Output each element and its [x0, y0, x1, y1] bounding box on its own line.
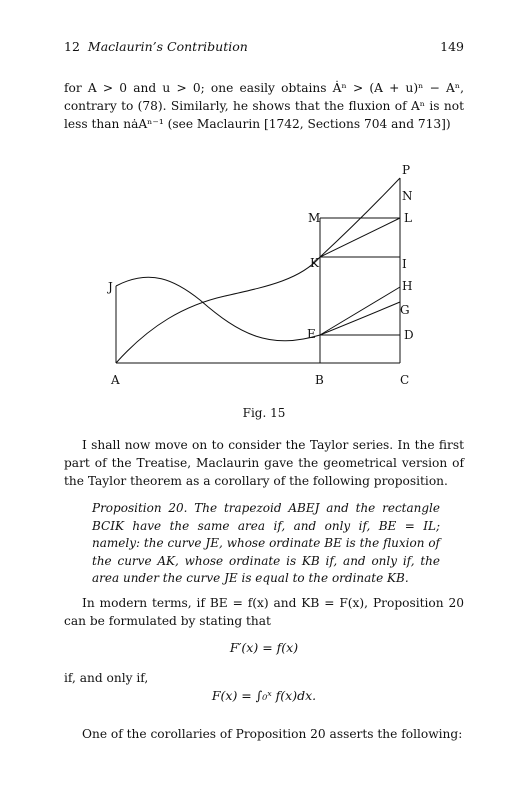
label-h: H [402, 279, 413, 293]
label-j: J [108, 280, 113, 294]
curve-je [116, 277, 320, 341]
curve-ak [116, 257, 320, 363]
paragraph-3: In modern terms, if BE = f(x) and KB = F(x), Proposition 20 can be formulated by stating that [64, 596, 464, 628]
label-d: D [404, 328, 414, 342]
label-i: I [402, 257, 407, 271]
chapter-title: Maclaurin’s Contribution [87, 39, 248, 54]
figure-caption: Fig. 15 [242, 406, 286, 420]
page-number: 149 [440, 39, 464, 54]
label-p: P [402, 163, 411, 177]
label-b: B [315, 373, 324, 387]
label-m: M [308, 211, 321, 225]
paragraph-5: One of the corollaries of Proposition 20 asserts the following: [82, 727, 463, 741]
label-a: A [111, 373, 120, 387]
label-n: N [402, 189, 413, 203]
paragraph-4: if, and only if, [64, 671, 149, 685]
paragraph-2: I shall now move on to consider the Taylor series. In the first part of the Treatise, Maclaurin gave the geometrical version of the Taylor theorem as a corollary of the following proposition. [64, 438, 464, 488]
label-g: G [400, 303, 410, 317]
label-k: K [310, 256, 319, 270]
label-e: E [307, 327, 316, 341]
label-c: C [400, 373, 410, 387]
paragraph-1: for A > 0 and u > 0; one easily obtains Ȧⁿ > (A + u)ⁿ − Aⁿ, contrary to (78). Similarly, he shows that the fluxion of Aⁿ is not less than nȧAⁿ⁻¹ (see Maclaurin [1742, Sections 704 and 713]) [64, 81, 464, 131]
chapter-number: 12 [64, 39, 80, 54]
label-l: L [404, 211, 412, 225]
tangent-kl [320, 218, 400, 257]
curve-eg [320, 302, 400, 335]
equation-2: F(x) = ∫₀ˣ f(x)dx. [211, 688, 317, 703]
proposition-20: Proposition 20. The trapezoid ABEJ and the rectangle BCIK have the same area if, and only if, BE = IL; namely: the curve JE, whose ordinate BE is the fluxion of the curve AK, whose ordinate is KB if, and only if, the area under the curve JE is equal to the ordinate KB. [92, 501, 440, 585]
equation-1: F′(x) = f(x) [229, 640, 299, 655]
tangent-eh [320, 287, 400, 335]
